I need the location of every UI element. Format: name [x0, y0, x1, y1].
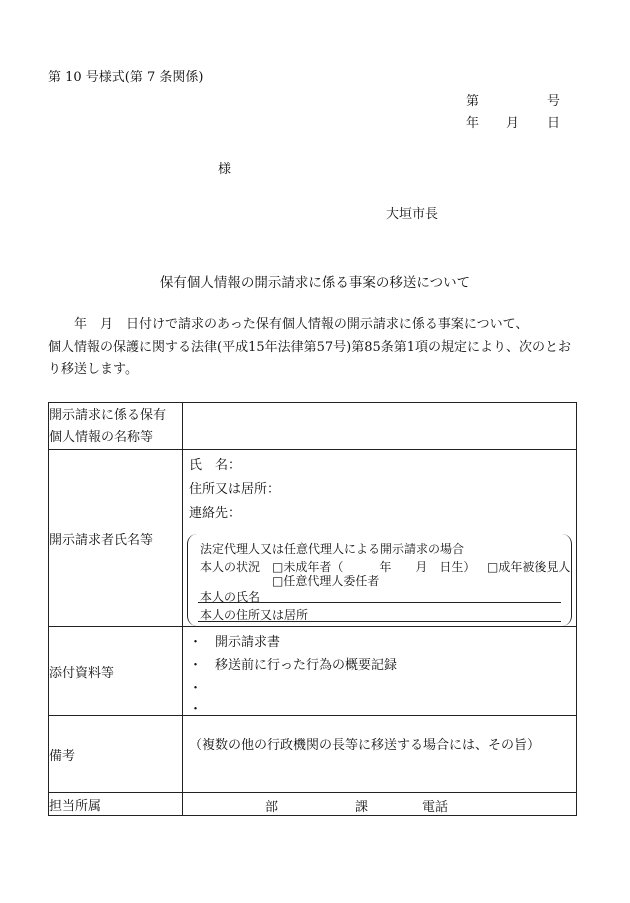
form-number: 第 10 号様式(第 7 条関係): [48, 70, 204, 85]
minor-option[interactable]: □未成年者（ 年 月 日生）: [272, 560, 476, 574]
date-month: 月: [506, 116, 520, 131]
date-day: 日: [547, 116, 561, 131]
adult-ward-option[interactable]: □成年被後見人: [487, 560, 571, 574]
row-label-attachments: 添付資料等: [49, 627, 183, 716]
attachment-item: ・: [189, 702, 203, 717]
remarks-cell: [183, 716, 577, 793]
name-label: 氏 名：: [189, 458, 242, 473]
proxy-heading: 法定代理人又は任意代理人による開示請求の場合: [200, 542, 465, 556]
table-row: [49, 716, 577, 793]
table-row: [49, 450, 577, 627]
info-name-field[interactable]: [183, 403, 577, 450]
proxy-bracket: [187, 534, 572, 626]
transfer-details-table: [48, 402, 577, 816]
label-line: 個人情報の名称等: [49, 430, 154, 445]
principal-name-label: 本人の氏名: [200, 590, 261, 604]
department-cell: [183, 793, 577, 816]
phone-label: 電話: [422, 800, 449, 815]
section-label: 課: [355, 800, 369, 815]
principal-name-line: [198, 602, 561, 603]
row-label-department: 担当所属: [49, 793, 183, 816]
requester-cell: [183, 450, 577, 627]
body-line-3: り移送します。: [48, 362, 138, 377]
contact-label: 連絡先：: [189, 506, 242, 521]
remarks-note: （複数の他の行政機関の長等に移送する場合には、その旨）: [189, 738, 541, 753]
date-year: 年: [466, 116, 480, 131]
attachment-item: ・ 開示請求書: [189, 635, 281, 650]
department-label: 部: [265, 800, 279, 815]
agent-option[interactable]: □任意代理人委任者: [272, 574, 380, 588]
row-label-info-name: [49, 403, 183, 450]
table-row: [49, 403, 577, 450]
address-label: 住所又は居所：: [189, 482, 281, 497]
document-number-suffix: 号: [547, 94, 561, 109]
body-line-1: 年 月 日付けで請求のあった保有個人情報の開示請求に係る事案について、: [48, 317, 529, 332]
label-line: 開示請求に係る保有: [49, 408, 167, 423]
attachment-item: ・ 移送前に行った行為の概要記録: [189, 658, 398, 673]
body-paragraph: [48, 314, 580, 382]
document-title: 保有個人情報の開示請求に係る事案の移送について: [159, 275, 471, 291]
row-label-requester: 開示請求者氏名等: [49, 450, 183, 627]
principal-address-line: [198, 621, 561, 622]
attachment-item: ・: [189, 681, 203, 696]
table-row: [49, 793, 577, 816]
principal-address-label: 本人の住所又は居所: [200, 608, 309, 622]
body-line-2: 個人情報の保護に関する法律(平成15年法律第57号)第85条第1項の規定により、次のとお: [48, 339, 572, 355]
attachments-cell: [183, 627, 577, 716]
row-label-remarks: 備考: [49, 716, 183, 793]
document-number-prefix: 第: [466, 94, 480, 109]
sender-name: 大垣市長: [386, 207, 439, 222]
status-label: 本人の状況: [200, 560, 261, 574]
table-row: [49, 627, 577, 716]
addressee-honorific: 様: [218, 162, 232, 177]
